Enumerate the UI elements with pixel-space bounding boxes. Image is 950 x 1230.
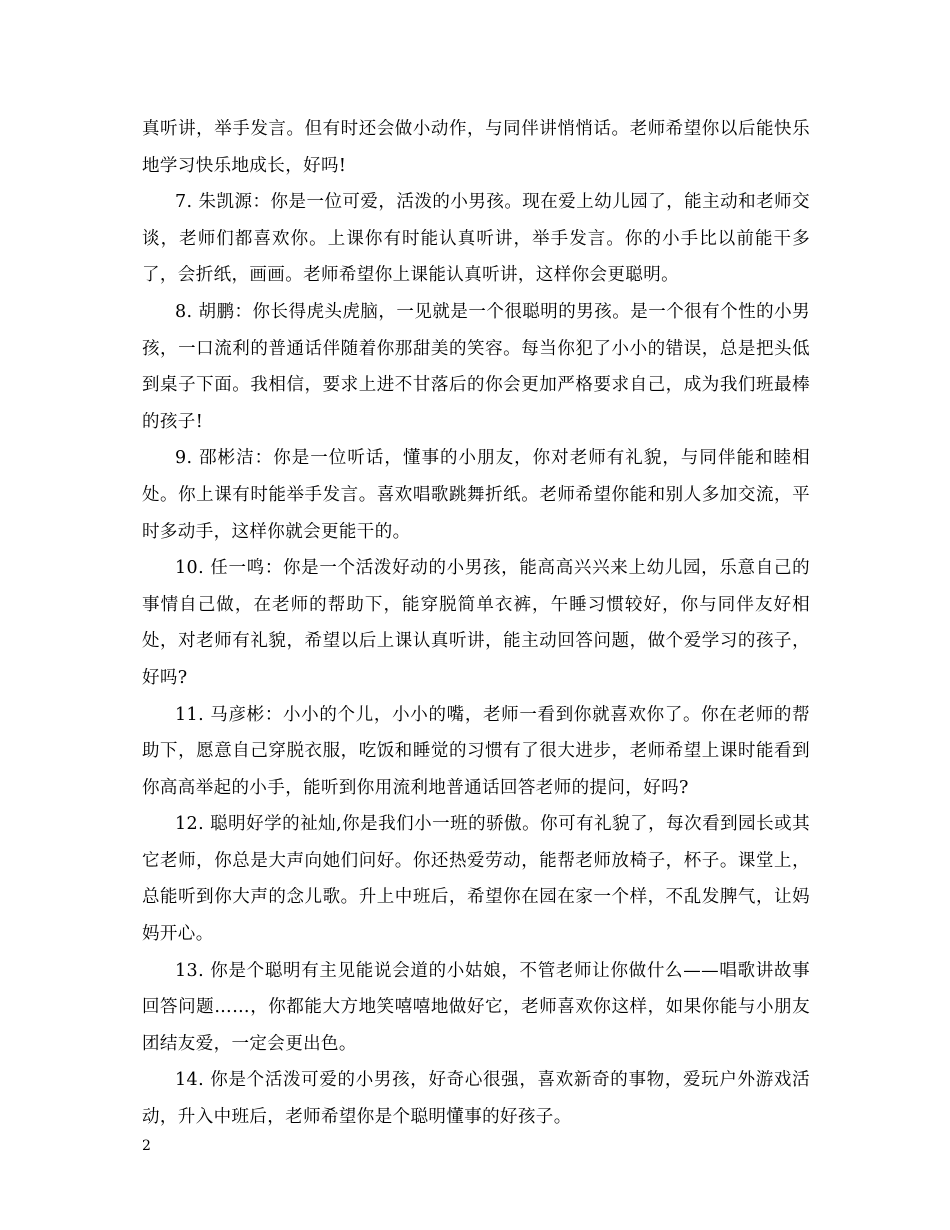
paragraph-comment-8: 8. 胡鹏：你长得虎头虎脑，一见就是一个很聪明的男孩。是一个很有个性的小男孩，一口流利的普通话伴随着你那甜美的笑容。每当你犯了小小的错误，总是把头低到桌子下面。我相信，要求上进不甘落后的你会更加严格要求自己，成为我们班最棒的孩子! — [142, 301, 810, 432]
paragraph-continued: 真听讲，举手发言。但有时还会做小动作，与同伴讲悄悄话。老师希望你以后能快乐地学习快乐地成长，好吗! — [142, 119, 810, 176]
document-body — [142, 111, 810, 1136]
paragraph-comment-9: 9. 邵彬洁：你是一位听话，懂事的小朋友，你对老师有礼貌，与同伴能和睦相处。你上课有时能举手发言。喜欢唱歌跳舞折纸。老师希望你能和别人多加交流，平时多动手，这样你就会更能干的。 — [142, 448, 810, 542]
paragraph-comment-14: 14. 你是个活泼可爱的小男孩，好奇心很强，喜欢新奇的事物，爱玩户外游戏活动，升入中班后，老师希望你是个聪明懂事的好孩子。 — [142, 1070, 810, 1128]
paragraph-comment-7: 7. 朱凯源：你是一位可爱，活泼的小男孩。现在爱上幼儿园了，能主动和老师交谈，老师们都喜欢你。上课你有时能认真听讲，举手发言。你的小手比以前能干多了，会折纸，画画。老师希望你上课能认真听讲，这样你会更聪明。 — [142, 192, 810, 286]
paragraph-comment-11: 11. 马彦彬：小小的个儿，小小的嘴，老师一看到你就喜欢你了。你在老师的帮助下，愿意自己穿脱衣服，吃饭和睡觉的习惯有了很大进步，老师希望上课时能看到你高高举起的小手，能听到你用流利地普通话回答老师的提问，好吗? — [142, 704, 810, 798]
paragraph-comment-12: 12. 聪明好学的祉灿,你是我们小一班的骄傲。你可有礼貌了，每次看到园长或其它老师，你总是大声向她们问好。你还热爱劳动，能帮老师放椅子，杯子。课堂上，总能听到你大声的念儿歌。升上中班后，希望你在园在家一个样，不乱发脾气，让妈妈开心。 — [142, 814, 810, 945]
paragraph-comment-10: 10. 任一鸣：你是一个活泼好动的小男孩，能高高兴兴来上幼儿园，乐意自己的事情自己做，在老师的帮助下，能穿脱简单衣裤，午睡习惯较好，你与同伴友好相处，对老师有礼貌，希望以后上课认真听讲，能主动回答问题，做个爱学习的孩子，好吗? — [142, 558, 810, 688]
paragraph-comment-13: 13. 你是个聪明有主见能说会道的小姑娘，不管老师让你做什么——唱歌讲故事回答问题……，你都能大方地笑嘻嘻地做好它，老师喜欢你这样，如果你能与小朋友团结友爱，一定会更出色。 — [142, 960, 810, 1054]
page-number: 2 — [142, 1138, 151, 1154]
